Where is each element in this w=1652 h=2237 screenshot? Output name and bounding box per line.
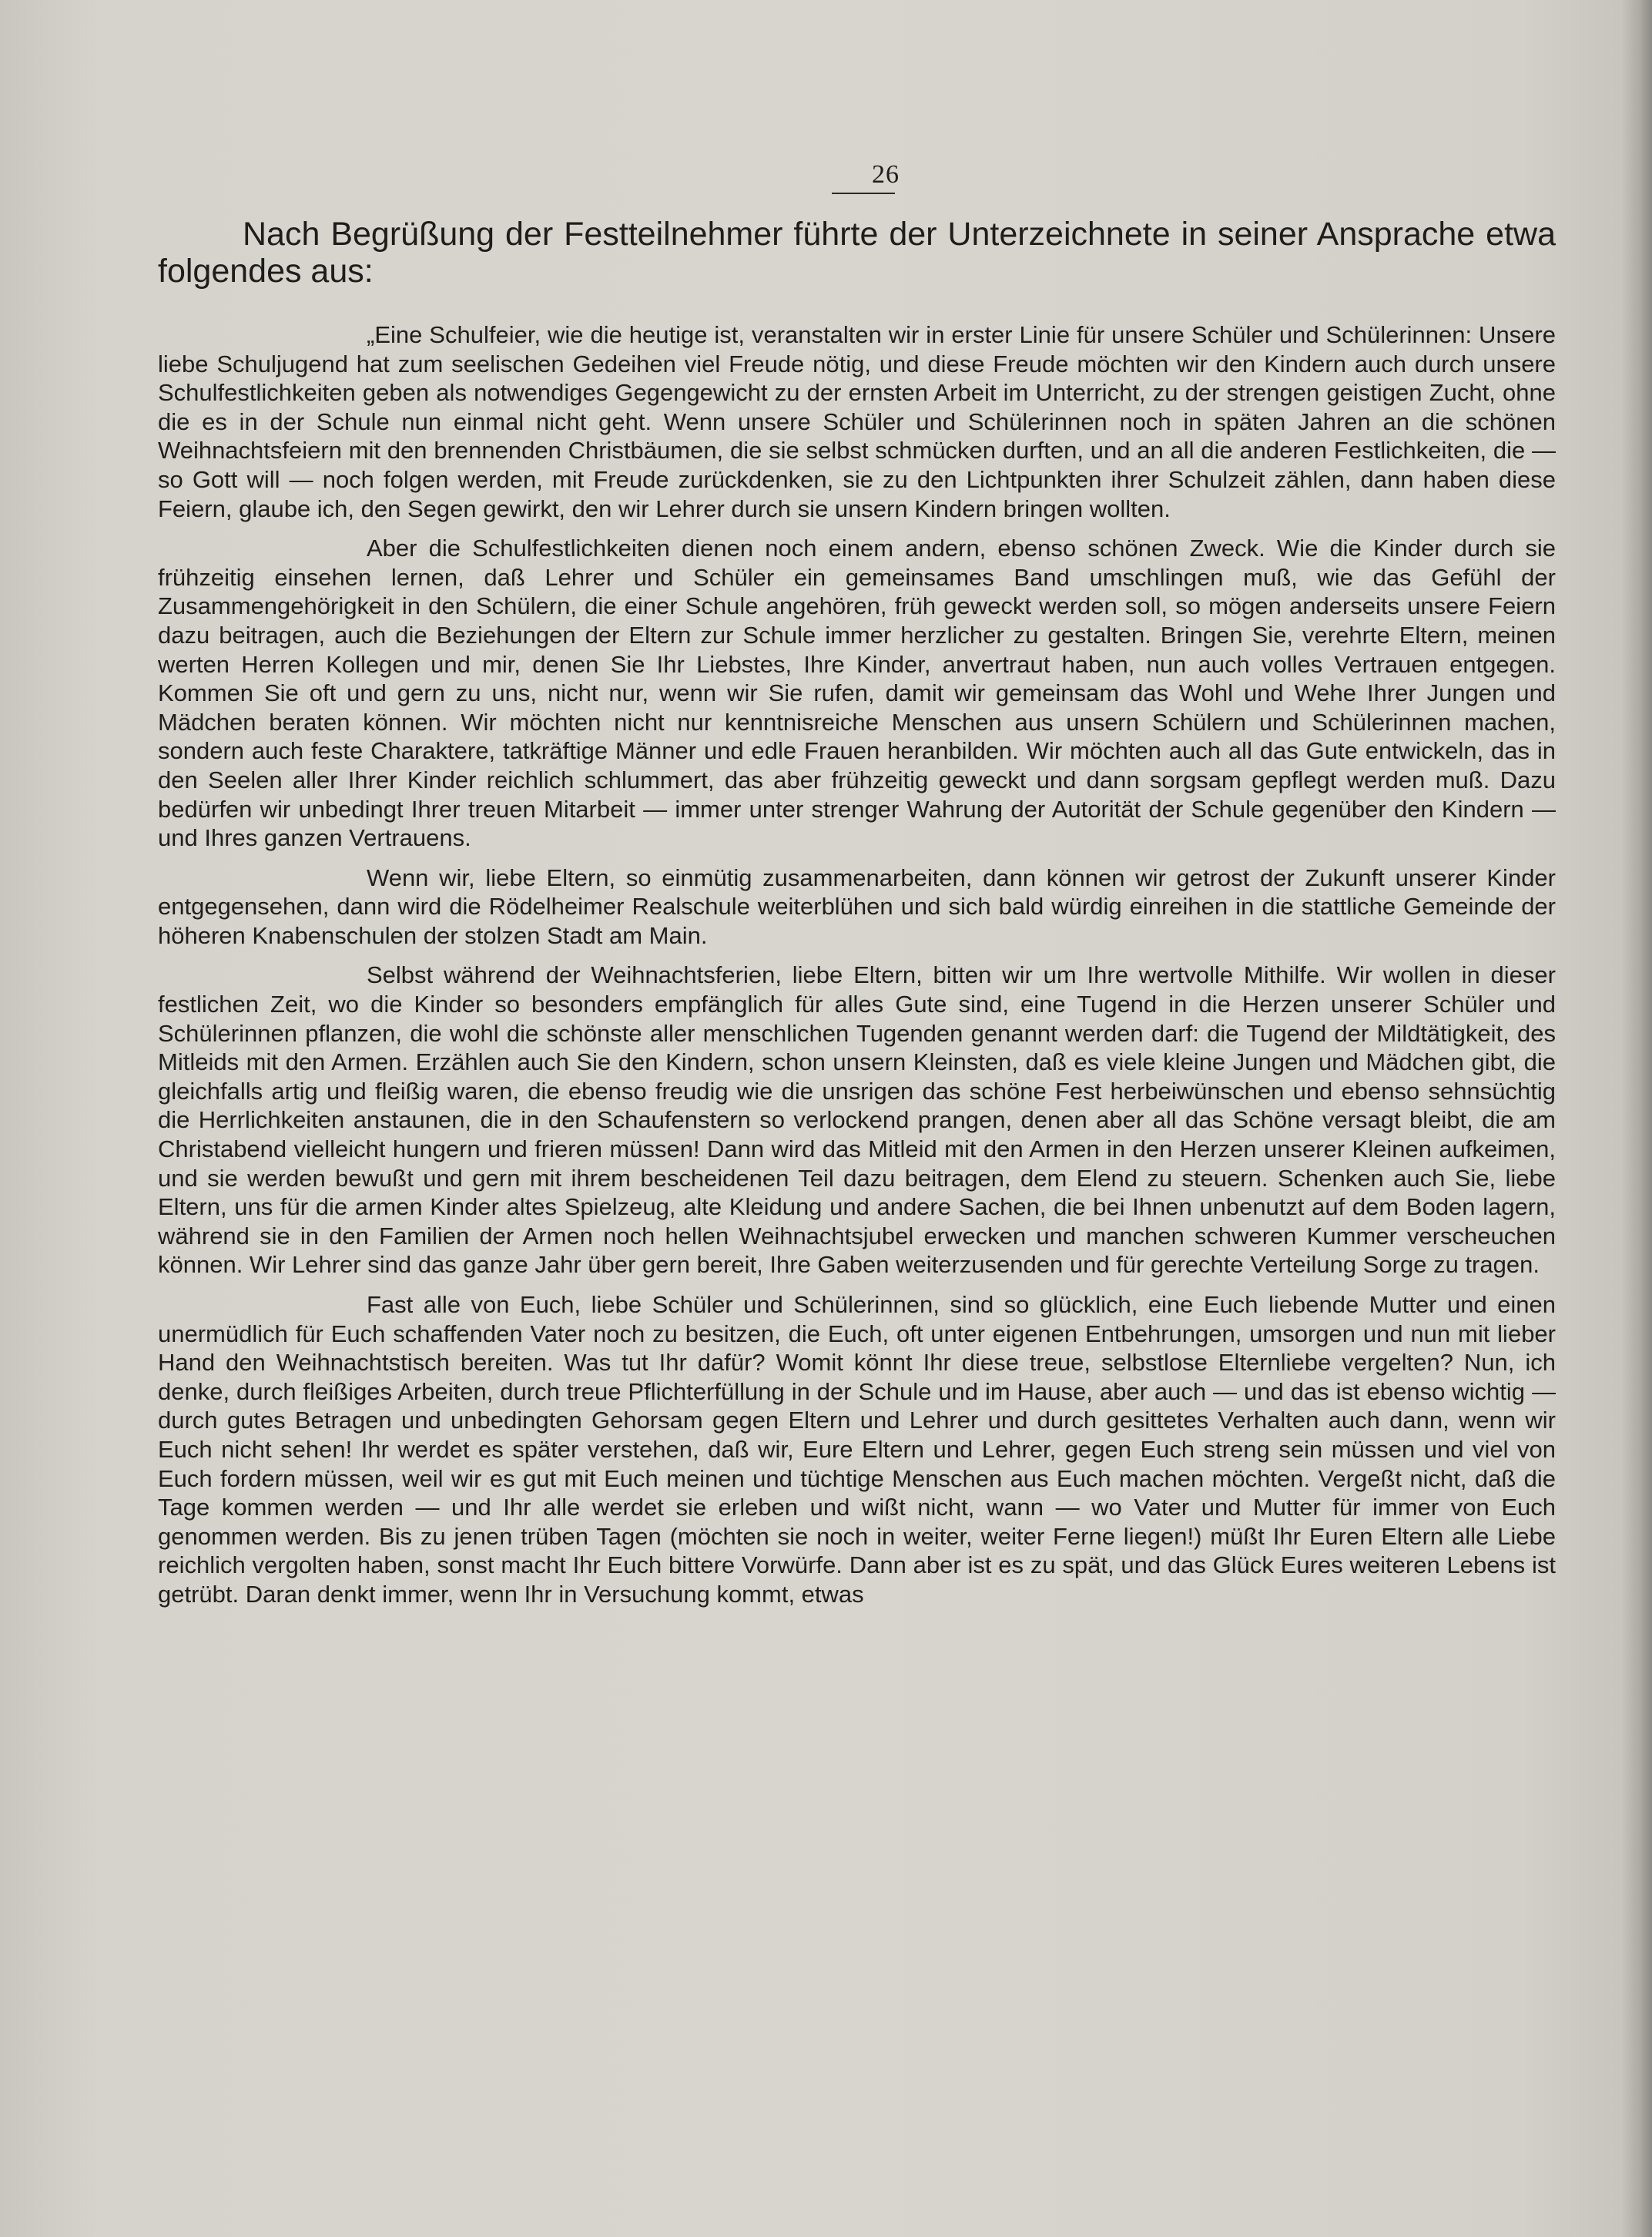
paragraph-5: Fast alle von Euch, liebe Schüler und Schülerinnen, sind so glücklich, eine Euch liebende Mutter und einen unermüdlich für Euch schaffenden Vater noch zu besitzen, die Euch, oft unter eigenen Entbehrungen, umsorgen und nun mit lieber Hand den Weihnachtstisch bereiten. Was tut Ihr dafür? Womit könnt Ihr diese treue, selbstlose Elternliebe vergelten? Nun, ich denke, durch fleißiges Arbeiten, durch treue Pflichterfüllung in der Schule und im Hause, aber auch — und das ist ebenso wichtig — durch gutes Betragen und unbedingten Gehorsam gegen Eltern und Lehrer und durch gesittetes Verhalten auch dann, wenn wir Euch nicht sehen! Ihr werdet es später verstehen, daß wir, Eure Eltern und Lehrer, gegen Euch streng sein müssen und viel von Euch fordern müssen, weil wir es gut mit Euch meinen und tüchtige Menschen aus Euch machen möchten. Vergeßt nicht, daß die Tage kommen werden — und Ihr alle werdet sie erleben und wißt nicht, wann — wo Vater und Mutter für immer von Euch genommen werden. Bis zu jenen trüben Tagen (möchten sie noch in weiter, weiter Ferne liegen!) müßt Ihr Euren Eltern alle Liebe reichlich vergolten haben, sonst macht Ihr Euch bittere Vorwürfe. Dann aber ist es zu spät, und das Glück Eures weiteren Lebens ist getrübt. Daran denkt immer, wenn Ihr in Versuchung kommt, etwas bbox=[158, 1291, 1556, 1608]
paragraph-2: Aber die Schulfestlichkeiten dienen noch einem andern, ebenso schönen Zweck. Wie die Kinder durch sie frühzeitig einsehen lernen, daß Lehrer und Schüler ein gemeinsames Band umschlingen muß, wie das Gefühl der Zusammengehörigkeit in den Schülern, die einer Schule angehören, früh geweckt werden soll, so mögen anderseits unsere Feiern dazu beitragen, auch die Beziehungen der Eltern zur Schule immer herzlicher zu gestalten. Bringen Sie, verehrte Eltern, meinen werten Herren Kollegen und mir, denen Sie Ihr Liebstes, Ihre Kinder, anvertraut haben, nun auch volles Vertrauen entgegen. Kommen Sie oft und gern zu uns, nicht nur, wenn wir Sie rufen, damit wir gemeinsam das Wohl und Wehe Ihrer Jungen und Mädchen beraten können. Wir möchten nicht nur kenntnisreiche Menschen aus unsern Schülern und Schülerinnen machen, sondern auch feste Charaktere, tatkräftige Männer und edle Frauen heranbilden. Wir möchten auch all das Gute entwickeln, das in den Seelen aller Ihrer Kinder reichlich schlummert, das aber frühzeitig geweckt und dann sorgsam gepflegt werden muß. Dazu bedürfen wir unbedingt Ihrer treuen Mitarbeit — immer unter strenger Wahrung der Autorität der Schule gegenüber den Kindern — und Ihres ganzen Vertrauens. bbox=[158, 535, 1556, 852]
paragraph-4: Selbst während der Weihnachtsferien, liebe Eltern, bitten wir um Ihre wertvolle Mithilfe. Wir wollen in dieser festlichen Zeit, wo die Kinder so besonders empfänglich für alles Gute sind, eine Tugend in die Herzen unserer Schüler und Schülerinnen pflanzen, die wohl die schönste aller menschlichen Tugenden genannt werden darf: die Tugend der Mildtätigkeit, des Mitleids mit den Armen. Erzählen auch Sie den Kindern, schon unsern Kleinsten, daß es viele kleine Jungen und Mädchen gibt, die gleichfalls artig und fleißig waren, die ebenso freudig wie die unsrigen das schöne Fest herbeiwünschen und ebenso sehnsüchtig die Herrlichkeiten anstaunen, die in den Schaufenstern so verlockend prangen, denen aber all das Schöne versagt bleibt, die am Christabend vielleicht hungern und frieren müssen! Dann wird das Mitleid mit den Armen in den Herzen unserer Kleinen aufkeimen, und sie werden bewußt und gern mit ihrem bescheidenen Teil dazu beitragen, dem Elend zu steuern. Schenken auch Sie, liebe Eltern, uns für die armen Kinder altes Spielzeug, alte Kleidung und andere Sachen, die bei Ihnen unbenutzt auf dem Boden lagern, während sie in den Familien der Armen noch hellen Weihnachtsjubel erwecken und manchen schweren Kummer verscheuchen können. Wir Lehrer sind das ganze Jahr über gern bereit, Ihre Gaben weiterzusenden und für gerechte Verteilung Sorge zu tragen. bbox=[158, 961, 1556, 1279]
paragraph-3: Wenn wir, liebe Eltern, so einmütig zusammenarbeiten, dann können wir getrost der Zukunft unserer Kinder entgegensehen, dann wird die Rödelheimer Realschule weiterblühen und sich bald würdig einreihen in die stattliche Gemeinde der höheren Knabenschulen der stolzen Stadt am Main. bbox=[158, 864, 1556, 949]
page-edge-shadow bbox=[1621, 0, 1652, 2237]
page-number-rule bbox=[832, 193, 895, 194]
page-number: 26 bbox=[872, 160, 900, 189]
intro-paragraph: Nach Begrüßung der Festteilnehmer führte der Unterzeichnete in seiner Ansprache etwa folgendes aus: bbox=[158, 216, 1556, 290]
paragraph-1: „Eine Schulfeier, wie die heutige ist, veranstalten wir in erster Linie für unsere Schüler und Schülerinnen: Unsere liebe Schuljugend hat zum seelischen Gedeihen viel Freude nötig, und diese Freude möchten wir den Kindern auch durch unsere Schulfestlichkeiten geben als notwendiges Gegengewicht zu der ernsten Arbeit im Unterricht, zu der strengen geistigen Zucht, ohne die es in der Schule nun einmal nicht geht. Wenn unsere Schüler und Schülerinnen noch in späten Jahren an die schönen Weihnachtsfeiern mit den brennenden Christbäumen, die sie selbst schmücken durften, und an all die anderen Festlichkeiten, die — so Gott will — noch folgen werden, mit Freude zurückdenken, sie zu den Lichtpunkten ihrer Schulzeit zählen, dann haben diese Feiern, glaube ich, den Segen gewirkt, den wir Lehrer durch sie unsern Kindern bringen wollten. bbox=[158, 321, 1556, 522]
page-body bbox=[158, 216, 1556, 1620]
